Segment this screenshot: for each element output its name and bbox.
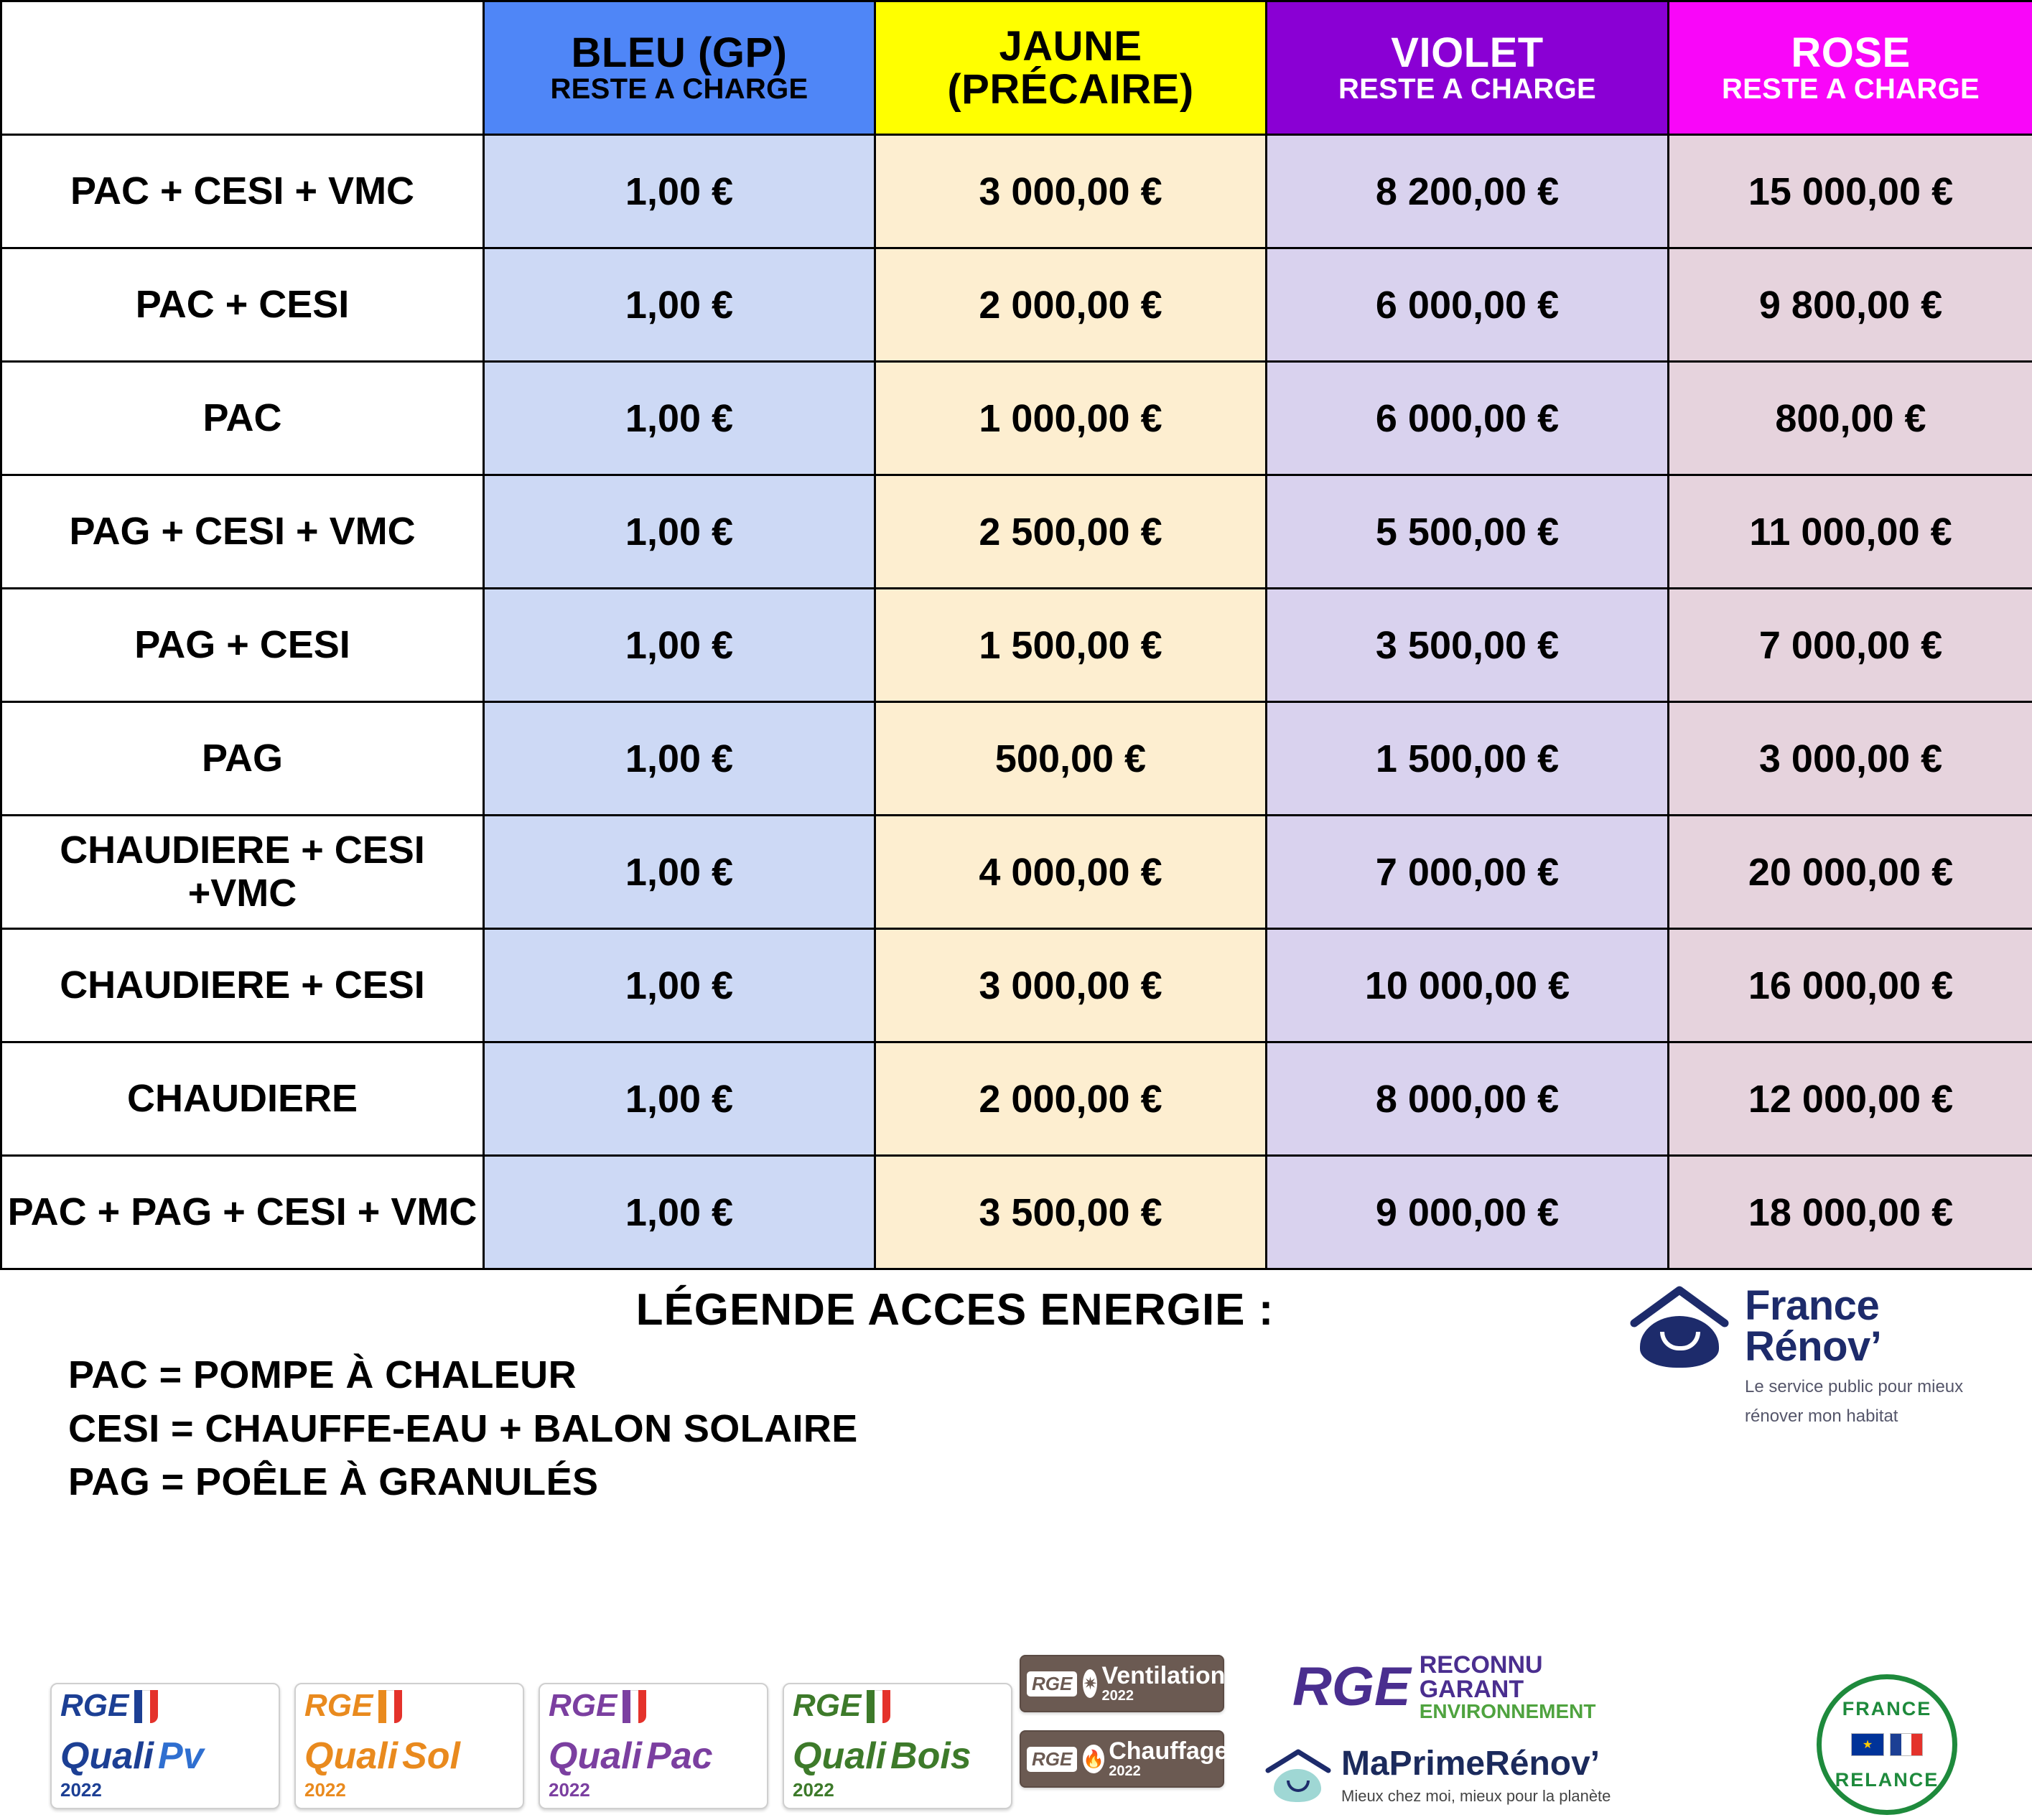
flame-icon: 🔥: [1083, 1745, 1104, 1773]
cell-bleu: 1,00 €: [484, 475, 875, 589]
cell-rose: 15 000,00 €: [1669, 135, 2032, 248]
table-header-row: [1, 1, 2032, 135]
row-label: CHAUDIERE: [1, 1042, 484, 1156]
badge-year: 2022: [1101, 1687, 1134, 1704]
eu-flag-icon: [1851, 1733, 1884, 1756]
row-label: PAC: [1, 362, 484, 475]
table-row: [1, 929, 2032, 1042]
cell-violet: 6 000,00 €: [1267, 362, 1669, 475]
column-header-bleu-title: BLEU (GP): [571, 29, 788, 76]
badge-year: 2022: [549, 1779, 590, 1801]
badge-maprimerenov: [1264, 1737, 1623, 1815]
column-header-violet: [1267, 1, 1669, 135]
cell-bleu: 1,00 €: [484, 816, 875, 929]
column-header-rose: [1669, 1, 2032, 135]
cell-jaune: 2 500,00 €: [875, 475, 1267, 589]
quali-suffix: Bois: [890, 1735, 971, 1777]
cell-rose: 18 000,00 €: [1669, 1156, 2032, 1269]
qualipac-bottom: [549, 1737, 760, 1775]
cell-jaune: 2 000,00 €: [875, 1042, 1267, 1156]
row-label: PAG + CESI: [1, 589, 484, 702]
cell-jaune: 1 500,00 €: [875, 589, 1267, 702]
cell-jaune: 3 000,00 €: [875, 929, 1267, 1042]
quali-word: Quali: [793, 1735, 887, 1777]
rge-label: RGE: [1292, 1656, 1411, 1717]
badge-qualipv: [50, 1683, 280, 1809]
qualisol-top: [304, 1690, 516, 1737]
rge-label: RGE: [1027, 1747, 1077, 1772]
cell-rose: 3 000,00 €: [1669, 702, 2032, 816]
legend-line-pag: PAG = POÊLE À GRANULÉS: [68, 1460, 599, 1504]
cell-bleu: 1,00 €: [484, 929, 875, 1042]
quali-word: Quali: [549, 1735, 643, 1777]
cell-violet: 10 000,00 €: [1267, 929, 1669, 1042]
quali-word: Quali: [60, 1735, 154, 1777]
france-renov-name-line2: Rénov’: [1745, 1322, 1882, 1370]
cell-violet: 6 000,00 €: [1267, 248, 1669, 362]
column-header-violet-title: VIOLET: [1391, 29, 1544, 76]
qualibois-top: [793, 1690, 1004, 1737]
cell-bleu: 1,00 €: [484, 589, 875, 702]
badge-year: 2022: [793, 1779, 834, 1801]
quali-suffix: Pac: [646, 1735, 713, 1777]
house-roof-icon: [1626, 1284, 1733, 1371]
badge-year: 2022: [60, 1779, 102, 1801]
legend-line-pac: PAC = POMPE À CHALEUR: [68, 1353, 577, 1396]
maprimerenov-text: [1341, 1747, 1611, 1806]
table-row: [1, 1156, 2032, 1269]
french-flag-icon: [623, 1690, 647, 1732]
france-renov-name-line1: France: [1745, 1282, 1880, 1329]
badge-label: Chauffage+: [1109, 1737, 1243, 1765]
cell-bleu: 1,00 €: [484, 362, 875, 475]
qualipac-top: [549, 1690, 760, 1737]
table-row: [1, 816, 2032, 929]
table-row: [1, 702, 2032, 816]
cell-rose: 9 800,00 €: [1669, 248, 2032, 362]
rge-big-lines: [1420, 1653, 1596, 1722]
table-row: [1, 248, 2032, 362]
row-label: CHAUDIERE + CESI: [1, 929, 484, 1042]
row-label: PAC + CESI: [1, 248, 484, 362]
cell-bleu: 1,00 €: [484, 1156, 875, 1269]
badge-label: Ventilation+: [1101, 1661, 1240, 1689]
rge-label: RGE: [793, 1688, 862, 1723]
row-label: PAC + CESI + VMC: [1, 135, 484, 248]
badge-qualibois: [783, 1683, 1012, 1809]
cell-violet: 8 200,00 €: [1267, 135, 1669, 248]
legend-section: [0, 1270, 2032, 1509]
cell-rose: 12 000,00 €: [1669, 1042, 2032, 1156]
qualipv-top: [60, 1690, 271, 1737]
cell-violet: 8 000,00 €: [1267, 1042, 1669, 1156]
rge-label: RGE: [1027, 1671, 1077, 1697]
header-corner-blank: [1, 1, 484, 135]
rge-big-line1: RECONNU: [1419, 1651, 1543, 1679]
rge-big-line3: ENVIRONNEMENT: [1419, 1700, 1596, 1722]
column-header-bleu-subtitle: RESTE A CHARGE: [550, 73, 808, 106]
cell-violet: 7 000,00 €: [1267, 816, 1669, 929]
cell-rose: 7 000,00 €: [1669, 589, 2032, 702]
rge-label: RGE: [549, 1688, 617, 1723]
cell-rose: 20 000,00 €: [1669, 816, 2032, 929]
column-header-rose-title: ROSE: [1791, 29, 1911, 76]
column-header-violet-subtitle: RESTE A CHARGE: [1338, 73, 1597, 106]
column-header-jaune: [875, 1, 1267, 135]
row-label: CHAUDIERE + CESI +VMC: [1, 816, 484, 929]
qualisol-bottom: [304, 1737, 516, 1775]
french-flag-icon: [1890, 1733, 1923, 1756]
legend-title: LÉGENDE ACCES ENERGIE :: [635, 1285, 1274, 1335]
cell-violet: 9 000,00 €: [1267, 1156, 1669, 1269]
cell-jaune: 2 000,00 €: [875, 248, 1267, 362]
table-row: [1, 1042, 2032, 1156]
quali-suffix: Sol: [402, 1735, 460, 1777]
cell-rose: 11 000,00 €: [1669, 475, 2032, 589]
badge-france-relance: [1817, 1674, 1957, 1815]
flags-icon: [1851, 1733, 1923, 1756]
badge-year: 2022: [1109, 1763, 1141, 1779]
row-label: PAG + CESI + VMC: [1, 475, 484, 589]
cell-bleu: 1,00 €: [484, 1042, 875, 1156]
column-header-bleu: [484, 1, 875, 135]
cell-bleu: 1,00 €: [484, 702, 875, 816]
france-renov-logo: [1626, 1284, 2013, 1427]
table-body: [1, 135, 2032, 1269]
table-row: [1, 589, 2032, 702]
france-renov-tagline-line2: rénover mon habitat: [1745, 1406, 1898, 1426]
quali-suffix: Pv: [158, 1735, 204, 1777]
table-row: [1, 362, 2032, 475]
table-row: [1, 135, 2032, 248]
maprimerenov-name: MaPrimeRénov’: [1341, 1745, 1600, 1783]
france-relance-bottom: RELANCE: [1835, 1769, 1939, 1791]
cell-jaune: 1 000,00 €: [875, 362, 1267, 475]
certification-badges: [0, 1651, 2032, 1820]
rge-big-line2: GARANT: [1419, 1676, 1524, 1703]
quali-word: Quali: [304, 1735, 399, 1777]
french-flag-icon: [378, 1690, 403, 1732]
cell-bleu: 1,00 €: [484, 248, 875, 362]
cell-violet: 3 500,00 €: [1267, 589, 1669, 702]
france-relance-top: FRANCE: [1842, 1698, 1932, 1719]
table-row: [1, 475, 2032, 589]
column-header-jaune-title: JAUNE (PRÉCAIRE): [947, 23, 1194, 113]
badge-rge-reconnu-garant-environnement: [1292, 1651, 1630, 1723]
badge-ventilation-plus: [1020, 1655, 1240, 1712]
cell-rose: 16 000,00 €: [1669, 929, 2032, 1042]
table-header: [1, 1, 2032, 135]
column-header-rose-subtitle: RESTE A CHARGE: [1721, 73, 1980, 106]
france-renov-text: [1745, 1284, 1963, 1427]
badge-qualipac: [539, 1683, 768, 1809]
french-flag-icon: [867, 1690, 891, 1732]
rge-label: RGE: [304, 1688, 373, 1723]
legend-line-cesi: CESI = CHAUFFE-EAU + BALON SOLAIRE: [68, 1406, 858, 1450]
cell-bleu: 1,00 €: [484, 135, 875, 248]
cell-jaune: 3 000,00 €: [875, 135, 1267, 248]
fan-icon: ✷: [1083, 1669, 1097, 1698]
maprimerenov-tagline: Mieux chez moi, mieux pour la planète: [1341, 1787, 1611, 1805]
cell-rose: 800,00 €: [1669, 362, 2032, 475]
cell-violet: 1 500,00 €: [1267, 702, 1669, 816]
cell-jaune: 4 000,00 €: [875, 816, 1267, 929]
france-renov-tagline-line1: Le service public pour mieux: [1745, 1376, 1964, 1396]
house-roof-icon: [1264, 1749, 1333, 1803]
badge-year: 2022: [304, 1779, 346, 1801]
row-label: PAG: [1, 702, 484, 816]
qualipv-bottom: [60, 1737, 271, 1775]
cell-jaune: 3 500,00 €: [875, 1156, 1267, 1269]
badge-chauffage-plus: [1020, 1730, 1243, 1788]
row-label: PAC + PAG + CESI + VMC: [1, 1156, 484, 1269]
cell-jaune: 500,00 €: [875, 702, 1267, 816]
french-flag-icon: [134, 1690, 159, 1732]
qualibois-bottom: [793, 1737, 1004, 1775]
badge-qualisol: [294, 1683, 524, 1809]
cell-violet: 5 500,00 €: [1267, 475, 1669, 589]
rge-label: RGE: [60, 1688, 129, 1723]
